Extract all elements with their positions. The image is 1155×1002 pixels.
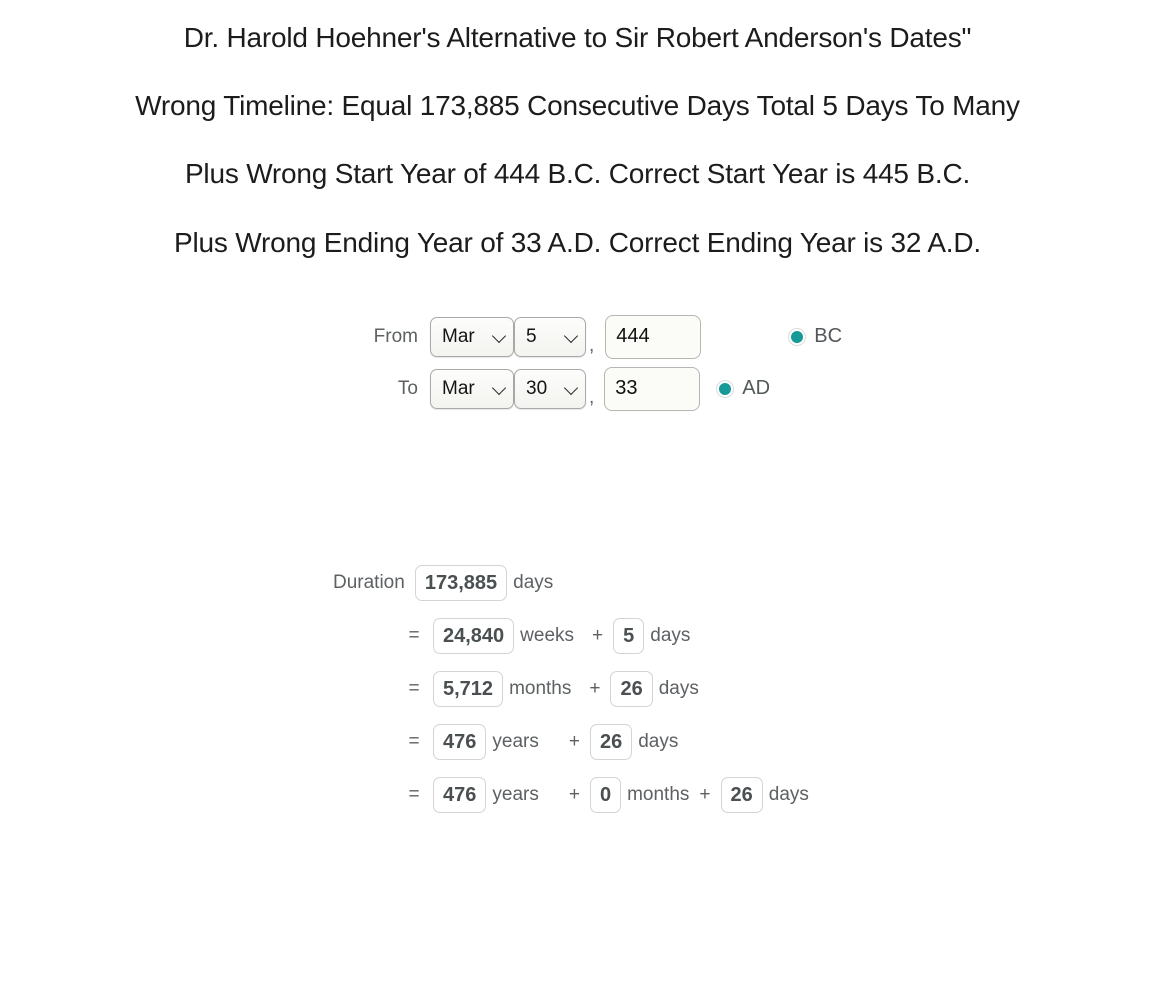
from-month-select[interactable]	[430, 317, 514, 357]
years-equals: =	[408, 731, 420, 753]
years-plus: +	[568, 731, 580, 753]
bc-radio[interactable]	[788, 328, 806, 346]
months-plus: +	[589, 678, 601, 700]
chevron-down-icon	[492, 329, 506, 343]
ymd-years-value: 476	[433, 777, 486, 813]
to-year-input[interactable]	[604, 367, 700, 411]
duration-unit: days	[513, 572, 554, 594]
to-month-value: Mar	[442, 377, 475, 399]
from-year-input[interactable]	[605, 315, 701, 359]
weeks-value: 24,840	[433, 618, 514, 654]
ymd-years-unit: years	[492, 784, 539, 806]
to-month-select[interactable]	[430, 369, 514, 409]
duration-value: 173,885	[415, 565, 507, 601]
from-label: From	[373, 325, 418, 347]
weeks-unit: weeks	[520, 625, 575, 647]
ymd-months-unit: months	[627, 784, 690, 806]
duration-results	[0, 557, 1155, 822]
from-month-value: Mar	[442, 325, 475, 347]
from-comma: ,	[589, 334, 595, 356]
months-equals: =	[408, 678, 420, 700]
years-unit: years	[492, 731, 539, 753]
from-date-row	[0, 311, 1155, 363]
ymd-months-value: 0	[590, 777, 621, 813]
from-day-select[interactable]	[514, 317, 586, 357]
to-label: To	[397, 377, 418, 399]
chevron-down-icon	[564, 381, 578, 395]
years-value: 476	[433, 724, 486, 760]
weeks-plus: +	[592, 625, 604, 647]
years-remainder-value: 26	[590, 724, 632, 760]
heading-wrong-start-year: Plus Wrong Start Year of 444 B.C. Correct Start Year is 445 B.C.	[184, 158, 971, 190]
months-row	[0, 663, 1155, 716]
ymd-plus-1: +	[568, 784, 580, 806]
duration-row	[0, 557, 1155, 610]
to-day-value: 30	[526, 377, 548, 399]
months-remainder-value: 26	[610, 671, 652, 707]
months-value: 5,712	[433, 671, 503, 707]
months-unit: months	[509, 678, 572, 700]
chevron-down-icon	[564, 329, 578, 343]
from-era-option[interactable]	[788, 325, 842, 348]
years-row	[0, 716, 1155, 769]
ymd-days-unit: days	[768, 784, 809, 806]
years-remainder-unit: days	[638, 731, 679, 753]
ymd-days-value: 26	[721, 777, 763, 813]
weeks-remainder-value: 5	[613, 618, 644, 654]
ad-radio[interactable]	[716, 380, 734, 398]
heading-wrong-ending-year: Plus Wrong Ending Year of 33 A.D. Correct Ending Year is 32 A.D.	[174, 226, 981, 258]
to-comma: ,	[589, 386, 595, 408]
years-months-days-row	[0, 769, 1155, 822]
heading-wrong-timeline: Wrong Timeline: Equal 173,885 Consecutive Days Total 5 Days To Many	[135, 90, 1020, 122]
to-day-select[interactable]	[514, 369, 586, 409]
page-title: Dr. Harold Hoehner's Alternative to Sir Robert Anderson's Dates"	[183, 22, 972, 53]
ymd-plus-2: +	[699, 784, 711, 806]
weeks-remainder-unit: days	[650, 625, 691, 647]
weeks-row	[0, 610, 1155, 663]
ad-label: AD	[742, 377, 771, 400]
weeks-equals: =	[408, 625, 420, 647]
ymd-equals: =	[408, 784, 420, 806]
page-headings	[0, 0, 1155, 259]
months-remainder-unit: days	[658, 678, 699, 700]
to-era-option[interactable]	[716, 377, 770, 400]
bc-label: BC	[814, 325, 843, 348]
date-duration-form	[0, 311, 1155, 415]
from-day-value: 5	[526, 325, 537, 347]
chevron-down-icon	[492, 381, 506, 395]
to-date-row	[0, 363, 1155, 415]
duration-label: Duration	[333, 572, 405, 594]
